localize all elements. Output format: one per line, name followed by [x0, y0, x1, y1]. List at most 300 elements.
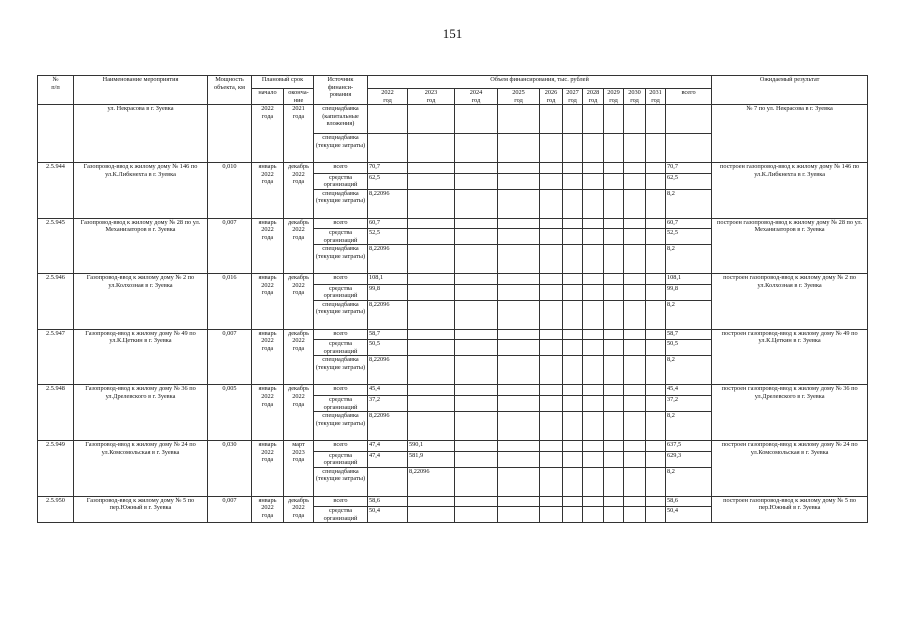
financing-table	[37, 75, 868, 523]
source-cell: всего	[314, 274, 368, 285]
value-empty	[498, 395, 540, 411]
value-total: 52,5	[666, 229, 712, 245]
value-empty	[563, 218, 583, 229]
value-empty	[646, 245, 666, 274]
value-total: 62,5	[666, 173, 712, 189]
value-total: 8,2	[666, 412, 712, 441]
table-row	[38, 163, 868, 174]
value-2023: 8,22096	[408, 467, 455, 496]
table-row	[38, 441, 868, 452]
source-cell: средства организаций	[314, 340, 368, 356]
item-start: январь 2022 года	[252, 163, 284, 219]
value-empty	[540, 467, 563, 496]
value-empty	[563, 385, 583, 396]
value-empty	[455, 274, 498, 285]
source-cell: всего	[314, 496, 368, 507]
value-2023	[408, 300, 455, 329]
header-year: 2028 год	[583, 89, 604, 105]
header-end: оконча- ние	[284, 89, 314, 105]
item-name: Газопровод-ввод к жилому дому № 36 по ул.Дрелевского в г. Зуевка	[74, 385, 208, 441]
value-total: 60,7	[666, 218, 712, 229]
value-2023	[408, 245, 455, 274]
value-empty	[540, 300, 563, 329]
item-power: 0,007	[208, 496, 252, 523]
value-empty	[624, 356, 646, 385]
source-cell: спецнадбавка (капитальные вложения)	[314, 105, 368, 134]
value-empty	[646, 385, 666, 396]
value-empty	[498, 329, 540, 340]
item-start: январь 2022 года	[252, 218, 284, 274]
value-empty	[646, 340, 666, 356]
source-cell: всего	[314, 441, 368, 452]
value-empty	[624, 496, 646, 507]
header-year: 2023 год	[408, 89, 455, 105]
value-empty	[563, 507, 583, 523]
value-empty	[563, 274, 583, 285]
source-cell: средства организаций	[314, 229, 368, 245]
value-empty	[498, 451, 540, 467]
value-empty	[604, 274, 624, 285]
value-empty	[624, 329, 646, 340]
value-empty	[604, 385, 624, 396]
value-empty	[604, 467, 624, 496]
value-empty	[583, 284, 604, 300]
value-empty	[540, 163, 563, 174]
value-total: 58,6	[666, 496, 712, 507]
item-end: декабрь 2022 года	[284, 274, 314, 330]
value-empty	[563, 356, 583, 385]
value-empty	[583, 451, 604, 467]
item-num: 2.5.947	[38, 329, 74, 385]
value-empty	[583, 173, 604, 189]
value-empty	[583, 218, 604, 229]
item-end: декабрь 2022 года	[284, 385, 314, 441]
item-end: декабрь 2022 года	[284, 496, 314, 523]
source-cell: спецнадбавка (текущие затраты)	[314, 245, 368, 274]
item-result: построен газопровод-ввод к жилому дому № 2 по ул.Колхозная в г. Зуевка	[712, 274, 868, 330]
value-2022: 47,4	[368, 451, 408, 467]
value-empty	[498, 467, 540, 496]
value-2022	[368, 467, 408, 496]
value-empty	[604, 441, 624, 452]
value-empty	[498, 189, 540, 218]
value-empty	[498, 385, 540, 396]
value-empty	[563, 412, 583, 441]
value-empty	[540, 340, 563, 356]
value-2022: 70,7	[368, 163, 408, 174]
source-cell: всего	[314, 218, 368, 229]
header-year: 2031 год	[646, 89, 666, 105]
value-empty	[646, 229, 666, 245]
value-empty	[540, 329, 563, 340]
value-total: 8,2	[666, 467, 712, 496]
value-empty	[455, 356, 498, 385]
value-empty	[604, 245, 624, 274]
value-empty	[583, 395, 604, 411]
source-cell: средства организаций	[314, 451, 368, 467]
item-power: 0,007	[208, 329, 252, 385]
value-empty	[604, 284, 624, 300]
page-number: 151	[442, 26, 463, 41]
value-empty	[624, 245, 646, 274]
value-2022: 58,7	[368, 329, 408, 340]
value-empty	[540, 189, 563, 218]
table-row	[38, 385, 868, 396]
value-2023	[408, 173, 455, 189]
value-empty	[604, 356, 624, 385]
value-empty	[604, 412, 624, 441]
value-empty	[563, 340, 583, 356]
header-year: 2022 год	[368, 89, 408, 105]
item-num: 2.5.949	[38, 441, 74, 497]
value-empty	[624, 467, 646, 496]
value-2023	[408, 412, 455, 441]
item-end: декабрь 2022 года	[284, 163, 314, 219]
value-empty	[646, 329, 666, 340]
value-2023	[408, 507, 455, 523]
value-empty	[646, 300, 666, 329]
value-empty	[583, 189, 604, 218]
item-result: № 7 по ул. Некрасова в г. Зуевка	[712, 105, 868, 163]
table-row	[38, 329, 868, 340]
value-2023	[408, 340, 455, 356]
value-empty	[604, 340, 624, 356]
value-empty	[583, 163, 604, 174]
value-empty	[583, 385, 604, 396]
source-cell: спецнадбавка (текущие затраты)	[314, 134, 368, 163]
value-empty	[624, 218, 646, 229]
header-year: 2030 год	[624, 89, 646, 105]
value-empty	[646, 356, 666, 385]
value-empty	[563, 173, 583, 189]
value-empty	[646, 467, 666, 496]
header-volume: Объем финансирования, тыс. рублей	[368, 76, 712, 89]
header-year: 2024 год	[455, 89, 498, 105]
header-year: 2027 год	[563, 89, 583, 105]
header-start: начало	[252, 89, 284, 105]
item-name: Газопровод-ввод к жилому дому № 5 по пер.Южный в г. Зуевка	[74, 496, 208, 523]
value-empty	[455, 229, 498, 245]
item-name: Газопровод-ввод к жилому дому № 24 по ул.Комсомольская в г. Зуевка	[74, 441, 208, 497]
value-empty	[583, 274, 604, 285]
value-2022: 8,22096	[368, 245, 408, 274]
value-empty	[646, 218, 666, 229]
value-empty	[583, 329, 604, 340]
value-empty	[498, 218, 540, 229]
value-empty	[646, 507, 666, 523]
value-total: 629,3	[666, 451, 712, 467]
header-power: Мощность объекта, км	[208, 76, 252, 105]
item-end: март 2023 года	[284, 441, 314, 497]
item-result: построен газопровод-ввод к жилому дому № 49 по ул.К.Цеткин в г. Зуевка	[712, 329, 868, 385]
item-result: построен газопровод-ввод к жилому дому № 36 по ул.Дрелевского в г. Зуевка	[712, 385, 868, 441]
value-2023	[408, 218, 455, 229]
value-2022: 50,4	[368, 507, 408, 523]
source-cell: всего	[314, 329, 368, 340]
item-result: построен газопровод-ввод к жилому дому № 5 по пер.Южный в г. Зуевка	[712, 496, 868, 523]
value-empty	[455, 329, 498, 340]
value-empty	[498, 229, 540, 245]
value-empty	[563, 467, 583, 496]
value-empty	[646, 284, 666, 300]
value-empty	[563, 300, 583, 329]
value-empty	[563, 441, 583, 452]
item-power: 0,030	[208, 441, 252, 497]
value-empty	[540, 496, 563, 507]
value-total: 50,4	[666, 507, 712, 523]
value-empty	[540, 385, 563, 396]
value-empty	[583, 412, 604, 441]
value-empty	[583, 229, 604, 245]
table-row	[38, 274, 868, 285]
value-empty	[540, 441, 563, 452]
value-2023	[408, 329, 455, 340]
value-empty	[646, 395, 666, 411]
value-total: 99,8	[666, 284, 712, 300]
value-total: 8,2	[666, 356, 712, 385]
item-name: Газопровод-ввод к жилому дому № 2 по ул.Колхозная в г. Зуевка	[74, 274, 208, 330]
value-empty	[624, 395, 646, 411]
value-total: 8,2	[666, 300, 712, 329]
value-empty	[604, 163, 624, 174]
item-num: 2.5.945	[38, 218, 74, 274]
value-empty	[498, 441, 540, 452]
value-empty	[498, 173, 540, 189]
value-empty	[498, 245, 540, 274]
value-total: 58,7	[666, 329, 712, 340]
value-empty	[540, 451, 563, 467]
value-empty	[498, 284, 540, 300]
value-empty	[540, 395, 563, 411]
value-empty	[624, 441, 646, 452]
header-num: № п/п	[38, 76, 74, 105]
value-empty	[455, 340, 498, 356]
table-row	[38, 218, 868, 229]
value-empty	[604, 329, 624, 340]
value-empty	[604, 229, 624, 245]
header-period: Плановый срок	[252, 76, 314, 89]
item-start: январь 2022 года	[252, 496, 284, 523]
item-result: построен газопровод-ввод к жилому дому № 146 по ул.К.Либкнехта в г. Зуевка	[712, 163, 868, 219]
value-2023: 590,1	[408, 441, 455, 452]
source-cell: всего	[314, 163, 368, 174]
value-empty	[455, 385, 498, 396]
item-start: 2022 года	[252, 105, 284, 163]
item-end: 2021 года	[284, 105, 314, 163]
value-empty	[604, 451, 624, 467]
value-empty	[583, 496, 604, 507]
value-total: 50,5	[666, 340, 712, 356]
header-name: Наименование мероприятия	[74, 76, 208, 105]
header-total: всего	[666, 89, 712, 105]
value-empty	[583, 340, 604, 356]
value-2022: 37,2	[368, 395, 408, 411]
item-end: декабрь 2022 года	[284, 329, 314, 385]
value-total: 8,2	[666, 245, 712, 274]
value-empty	[455, 218, 498, 229]
header-source: Источник финанси- рования	[314, 76, 368, 105]
value-empty	[455, 173, 498, 189]
value-2022: 62,5	[368, 173, 408, 189]
value-2023	[408, 189, 455, 218]
value-2022: 50,5	[368, 340, 408, 356]
value-empty	[455, 496, 498, 507]
value-2022: 45,4	[368, 385, 408, 396]
value-empty	[604, 395, 624, 411]
value-empty	[455, 395, 498, 411]
value-empty	[624, 412, 646, 441]
source-cell: средства организаций	[314, 284, 368, 300]
source-cell: спецнадбавка (текущие затраты)	[314, 412, 368, 441]
value-empty	[583, 356, 604, 385]
value-empty	[540, 229, 563, 245]
value-2023	[408, 385, 455, 396]
value-empty	[455, 245, 498, 274]
source-cell: спецнадбавка (текущие затраты)	[314, 467, 368, 496]
value-empty	[583, 507, 604, 523]
item-start: январь 2022 года	[252, 274, 284, 330]
value-total: 37,2	[666, 395, 712, 411]
value-empty	[624, 300, 646, 329]
value-empty	[624, 173, 646, 189]
value-empty	[540, 412, 563, 441]
header-year: 2029 год	[604, 89, 624, 105]
item-name: Газопровод-ввод к жилому дому № 49 по ул.К.Цеткин в г. Зуевка	[74, 329, 208, 385]
source-cell: средства организаций	[314, 173, 368, 189]
value-empty	[563, 395, 583, 411]
value-empty	[540, 173, 563, 189]
item-power: 0,016	[208, 274, 252, 330]
value-total: 70,7	[666, 163, 712, 174]
value-empty	[624, 385, 646, 396]
source-cell: спецнадбавка (текущие затраты)	[314, 356, 368, 385]
value-empty	[455, 467, 498, 496]
header-year: 2025 год	[498, 89, 540, 105]
value-empty	[624, 451, 646, 467]
item-power: 0,010	[208, 163, 252, 219]
item-num: 2.5.948	[38, 385, 74, 441]
value-2022: 8,22096	[368, 356, 408, 385]
value-empty	[604, 496, 624, 507]
value-empty	[455, 412, 498, 441]
value-empty	[624, 340, 646, 356]
value-2023	[408, 356, 455, 385]
value-empty	[563, 163, 583, 174]
value-empty	[646, 189, 666, 218]
table-row	[38, 105, 868, 134]
value-empty	[583, 441, 604, 452]
value-empty	[604, 507, 624, 523]
item-power: 0,005	[208, 385, 252, 441]
value-empty	[646, 163, 666, 174]
value-empty	[646, 496, 666, 507]
value-empty	[646, 441, 666, 452]
value-empty	[498, 496, 540, 507]
item-result: построен газопровод-ввод к жилому дому № 28 по ул. Механизаторов в г. Зуевка	[712, 218, 868, 274]
value-empty	[624, 274, 646, 285]
value-empty	[455, 507, 498, 523]
value-empty	[604, 300, 624, 329]
value-empty	[455, 189, 498, 218]
value-2022: 60,7	[368, 218, 408, 229]
value-empty	[540, 245, 563, 274]
item-num: 2.5.946	[38, 274, 74, 330]
value-empty	[624, 163, 646, 174]
value-empty	[455, 163, 498, 174]
source-cell: спецнадбавка (текущие затраты)	[314, 300, 368, 329]
value-2023	[408, 163, 455, 174]
item-end: декабрь 2022 года	[284, 218, 314, 274]
value-2022: 8,22096	[368, 189, 408, 218]
value-empty	[498, 274, 540, 285]
value-empty	[498, 300, 540, 329]
item-num: 2.5.950	[38, 496, 74, 523]
value-2023	[408, 395, 455, 411]
item-num: 2.5.944	[38, 163, 74, 219]
value-total: 8,2	[666, 189, 712, 218]
value-empty	[583, 300, 604, 329]
value-empty	[646, 173, 666, 189]
value-total: 108,1	[666, 274, 712, 285]
table-row	[38, 496, 868, 507]
source-cell: средства организаций	[314, 395, 368, 411]
header-year: 2026 год	[540, 89, 563, 105]
value-empty	[455, 300, 498, 329]
value-2022: 99,8	[368, 284, 408, 300]
value-empty	[498, 356, 540, 385]
value-empty	[540, 356, 563, 385]
value-empty	[540, 507, 563, 523]
value-empty	[455, 441, 498, 452]
value-empty	[540, 274, 563, 285]
source-cell: всего	[314, 385, 368, 396]
value-empty	[455, 284, 498, 300]
value-2022: 108,1	[368, 274, 408, 285]
value-empty	[624, 507, 646, 523]
value-empty	[455, 451, 498, 467]
value-2023: 581,9	[408, 451, 455, 467]
item-start: январь 2022 года	[252, 329, 284, 385]
value-empty	[624, 189, 646, 218]
value-2023	[408, 284, 455, 300]
value-empty	[646, 274, 666, 285]
item-name: Газопровод-ввод к жилому дому № 28 по ул. Механизаторов в г. Зуевка	[74, 218, 208, 274]
source-cell: спецнадбавка (текущие затраты)	[314, 189, 368, 218]
source-cell: средства организаций	[314, 507, 368, 523]
value-2023	[408, 274, 455, 285]
item-result: построен газопровод-ввод к жилому дому № 24 по ул.Комсомольская в г. Зуевка	[712, 441, 868, 497]
value-empty	[563, 496, 583, 507]
value-2022: 8,22096	[368, 412, 408, 441]
value-empty	[498, 340, 540, 356]
value-empty	[604, 189, 624, 218]
header-result: Ожидаемый результат	[712, 76, 868, 105]
value-empty	[646, 412, 666, 441]
value-2023	[408, 229, 455, 245]
value-2022: 52,5	[368, 229, 408, 245]
value-empty	[498, 507, 540, 523]
item-name: Газопровод-ввод к жилому дому № 146 по ул.К.Либкнехта в г. Зуевка	[74, 163, 208, 219]
item-start: январь 2022 года	[252, 441, 284, 497]
value-empty	[563, 229, 583, 245]
value-empty	[604, 218, 624, 229]
value-empty	[563, 189, 583, 218]
value-total: 637,5	[666, 441, 712, 452]
value-empty	[624, 284, 646, 300]
value-empty	[498, 412, 540, 441]
item-name: ул. Некрасова в г. Зуевка	[74, 105, 208, 163]
value-empty	[604, 173, 624, 189]
